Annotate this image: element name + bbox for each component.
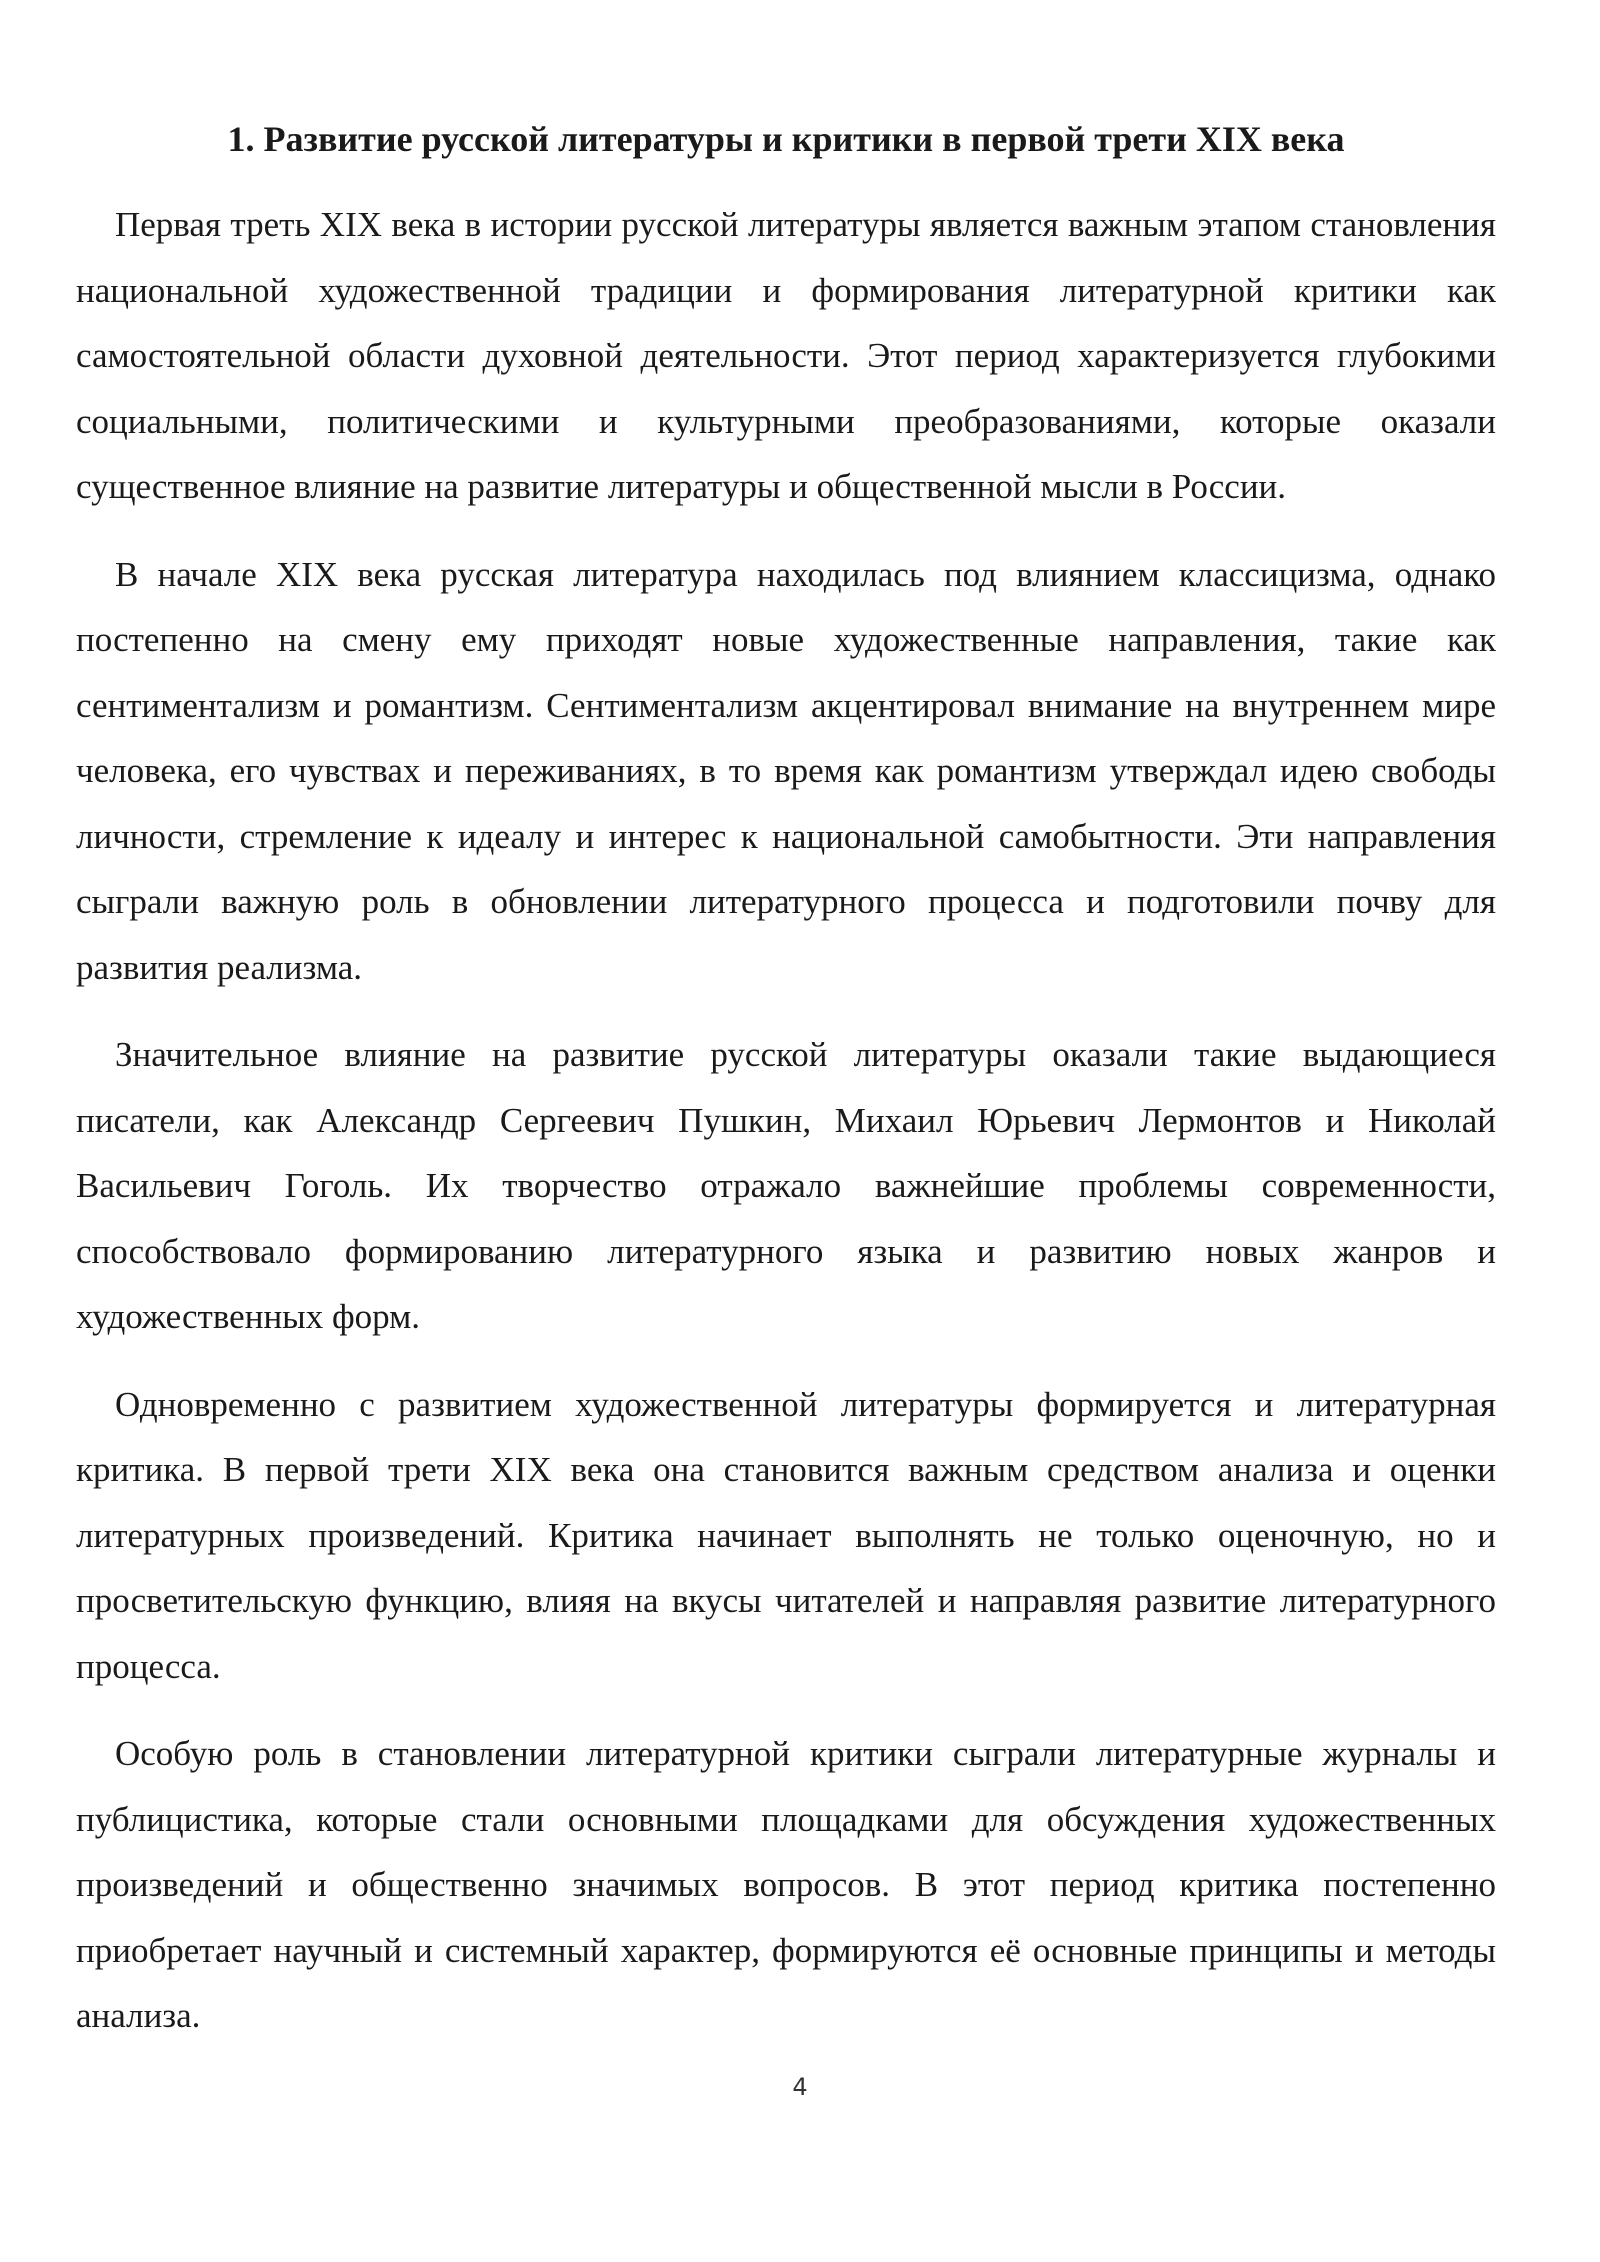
page-number: 4: [792, 2073, 808, 2101]
paragraph-4: Одновременно с развитием художественной литературы формируется и литературная критика. В первой трети XIX века она становится важным средством анализа и оценки литературных произведений. Критика начинает выполнять не только оценочную, но и просветительскую функцию, влияя на вкусы читателей и направляя развитие литературного процесса.: [76, 1384, 1496, 1686]
paragraph-3: Значительное влияние на развитие русской литературы оказали такие выдающиеся писатели, как Александр Сергеевич Пушкин, Михаил Юрьевич Лермонтов и Николай Васильевич Гоголь. Их творчество отражало важнейшие проблемы современности, способствовало формированию литературного языка и развитию новых жанров и художественных форм.: [76, 1035, 1496, 1336]
paragraph-2: В начале XIX века русская литература находилась под влиянием классицизма, однако постепенно на смену ему приходят новые художественные направления, такие как сентиментализм и романтизм. Сентиментализм акцентировал внимание на внутреннем мире человека, его чувствах и переживаниях, в то время как романтизм утверждал идею свободы личности, стремление к идеалу и интерес к национальной самобытности. Эти направления сыграли важную роль в обновлении литературного процесса и подготовили почву для развития реализма.: [76, 554, 1496, 987]
paragraph-5: Особую роль в становлении литературной критики сыграли литературные журналы и публицистика, которые стали основными площадками для обсуждения художественных произведений и общественно значимых вопросов. В этот период критика постепенно приобретает научный и системный характер, формируются её основные принципы и методы анализа.: [76, 1734, 1496, 2035]
section-heading: 1. Развитие русской литературы и критики в первой трети XIX века: [227, 119, 1345, 159]
paragraph-1: Первая треть XIX века в истории русской литературы является важным этапом становления национальной художественной традиции и формирования литературной критики как самостоятельной области духовной деятельности. Этот период характеризуется глубокими социальными, политическими и культурными преобразованиями, которые оказали существенное влияние на развитие литературы и общественной мысли в России.: [76, 205, 1496, 506]
body-text: [76, 192, 1496, 2071]
